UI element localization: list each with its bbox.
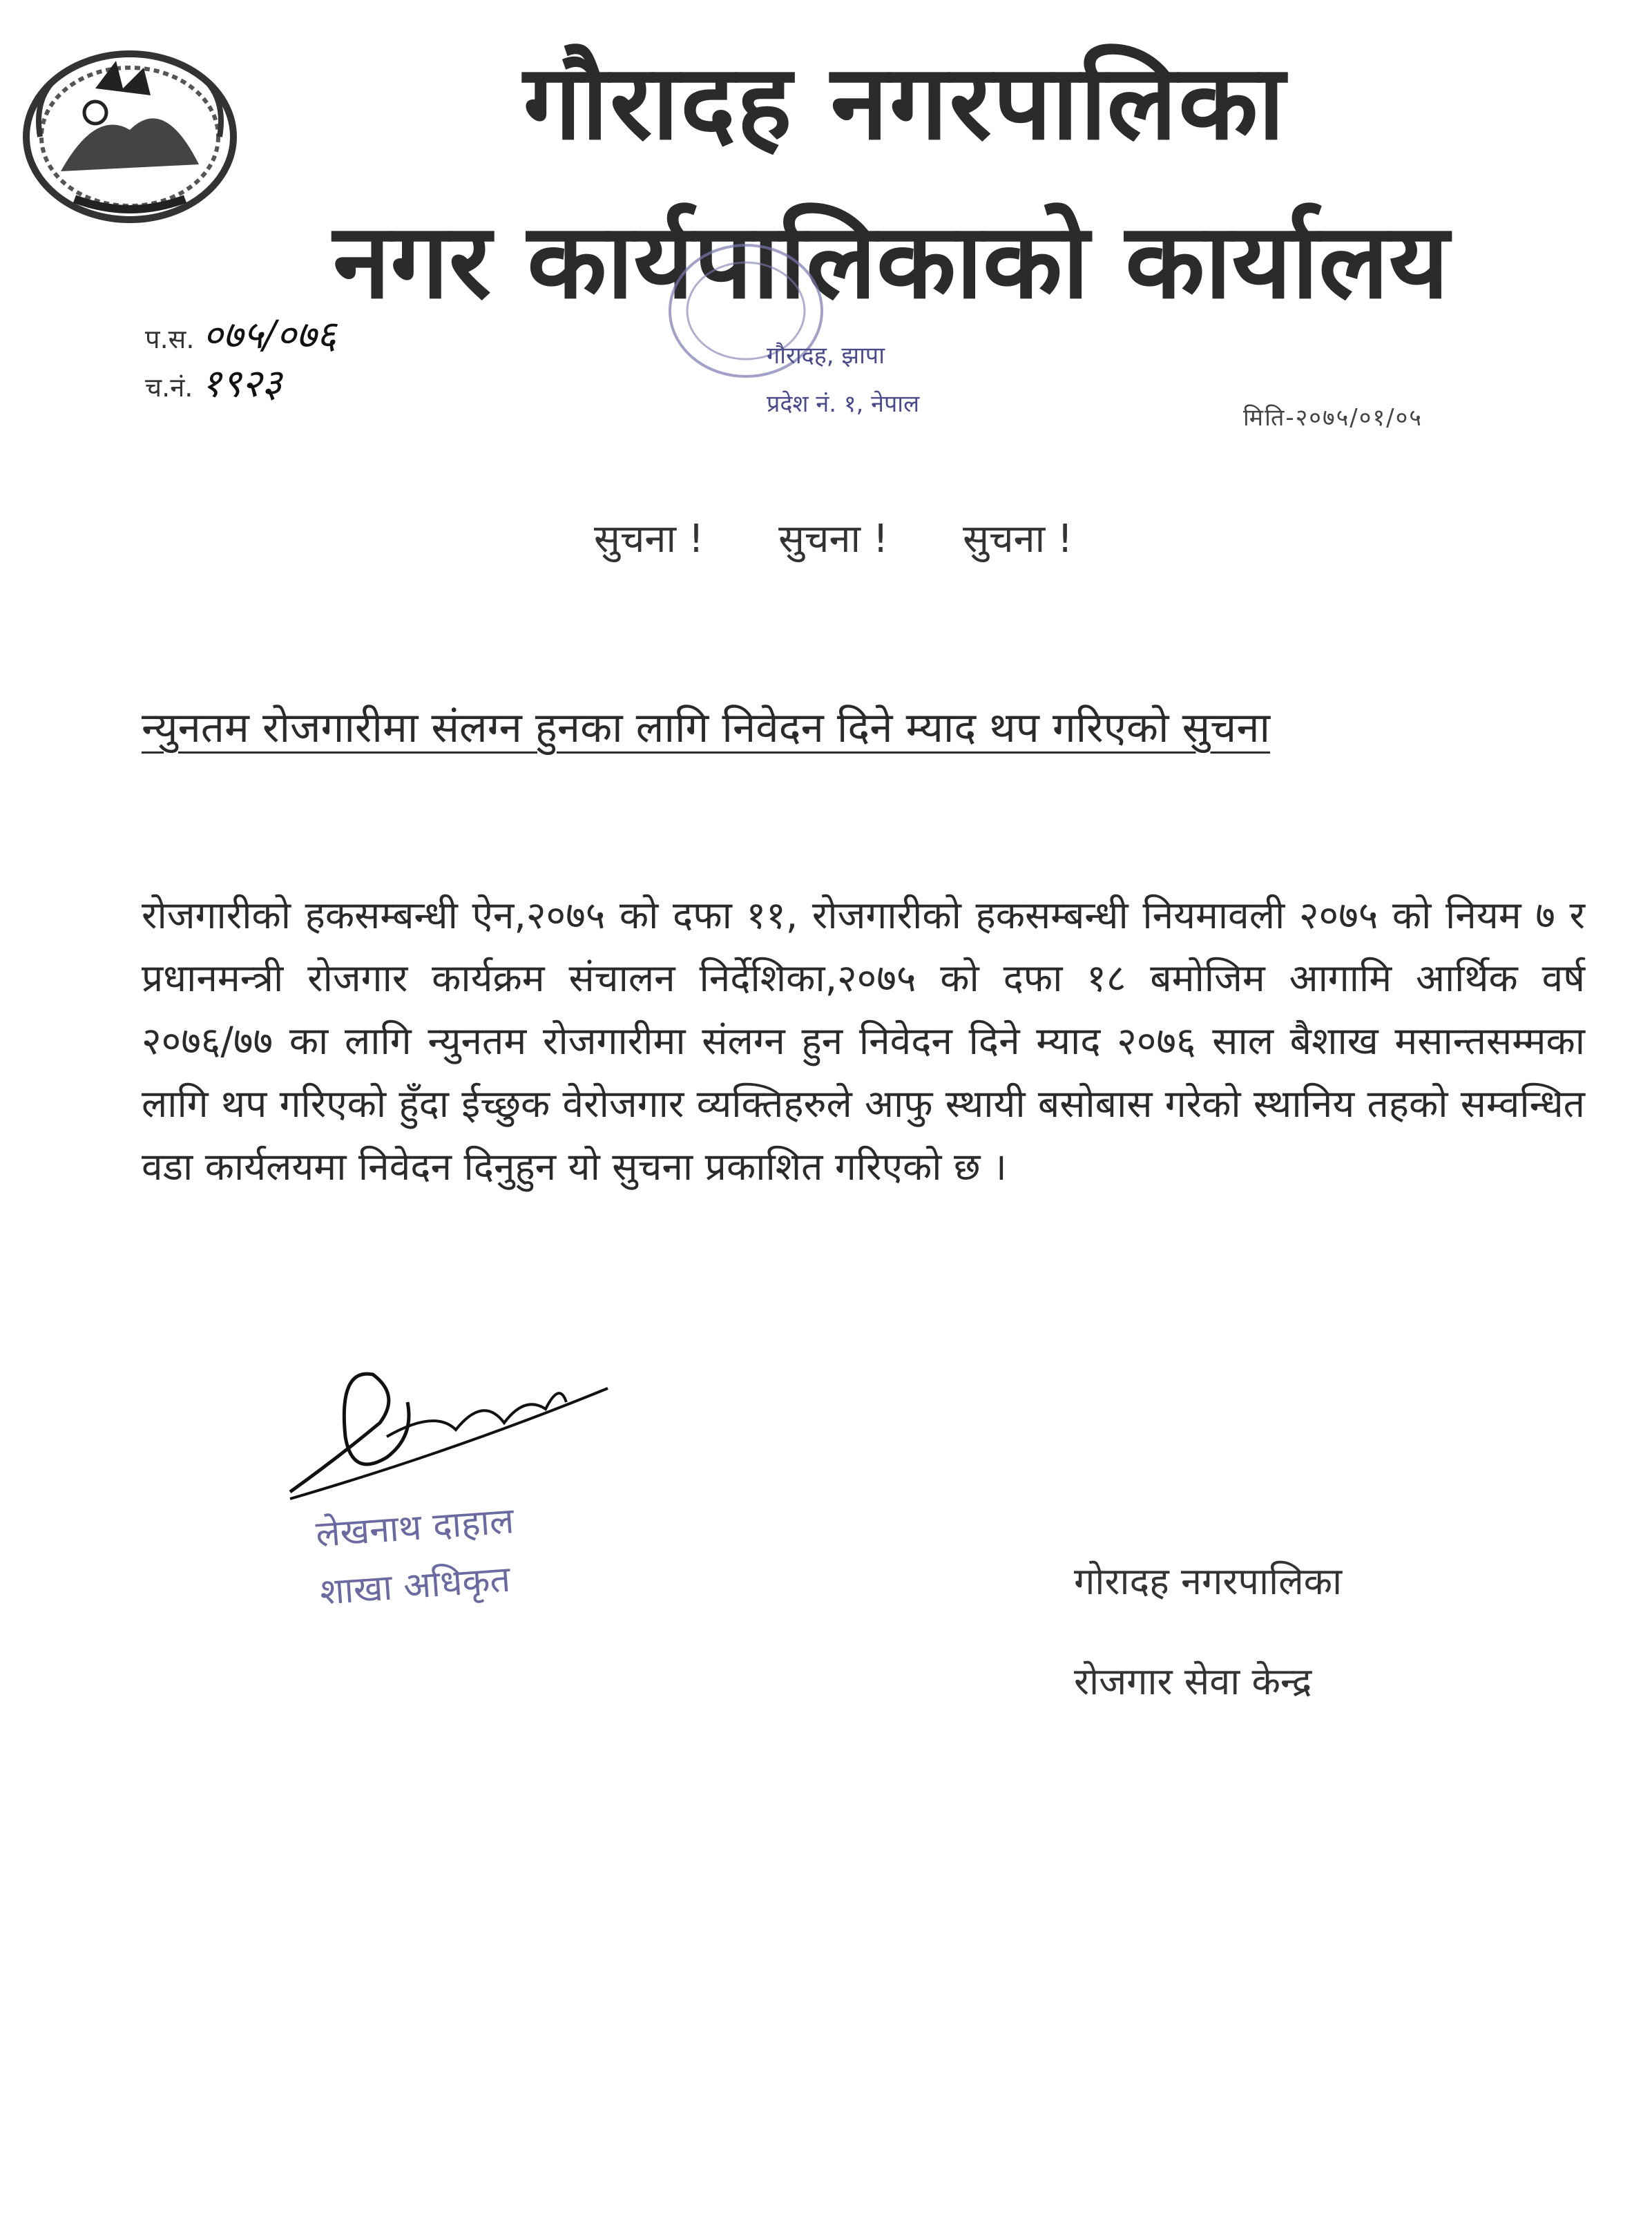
ps-number-row bbox=[145, 307, 336, 360]
footer-line-2: रोजगार सेवा केन्द्र bbox=[1074, 1660, 1312, 1703]
nepal-emblem-icon bbox=[12, 33, 247, 233]
office-title-line1: गौरादह नगरपालिका bbox=[523, 43, 1287, 163]
cn-value: १९२३ bbox=[201, 361, 282, 406]
stamp-line-1: गौरादह, झापा bbox=[767, 342, 885, 370]
signer-title: शाखा अधिकृत bbox=[318, 1558, 512, 1613]
cn-number-row bbox=[145, 356, 282, 408]
notice-word: सुचना ! bbox=[594, 517, 704, 562]
ps-value: ०७५/०७६ bbox=[202, 313, 337, 358]
office-title-line2: नगर कार्यपालिकाको कार्यालय bbox=[333, 202, 1449, 322]
date: मिति-२०७५/०१/०५ bbox=[1243, 404, 1423, 432]
cn-label: च.नं. bbox=[145, 372, 193, 403]
notice-word: सुचना ! bbox=[963, 517, 1073, 562]
stamp-line-2: प्रदेश नं. १, नेपाल bbox=[767, 390, 920, 418]
notice-heading bbox=[594, 511, 1135, 564]
notice-word: सुचना ! bbox=[778, 517, 889, 562]
signer-name: लेखनाथ दाहाल bbox=[314, 1500, 516, 1556]
notice-body: रोजगारीको हकसम्बन्धी ऐन,२०७५ को दफा ११, रोजगारीको हकसम्बन्धी नियमावली २०७५ को नियम ७ र प्रधानमन्त्री रोजगार कार्यक्रम संचालन निर्देशिका,२०७५ को दफा १८ बमोजिम आगामि आर्थिक वर्ष २०७६/७७ का लागि न्युनतम रोजगारीमा संलग्न हुन निवेदन दिने म्याद २०७६ साल बैशाख मसान्तसम्मका लागि थप गरिएको हुँदा ईच्छुक वेरोजगार व्यक्तिहरुले आफु स्थायी बसोबास गरेको स्थानिय तहको सम्वन्धित वडा कार्यलयमा निवेदन दिनुहुन यो सुचना प्रकाशित गरिएको छ । bbox=[142, 893, 1585, 1189]
ps-label: प.स. bbox=[145, 324, 195, 354]
notice-subject: न्युनतम रोजगारीमा संलग्न हुनका लागि निवेदन दिने म्याद थप गरिएको सुचना bbox=[142, 704, 1271, 752]
signer-block bbox=[314, 1492, 519, 1622]
footer-line-1: गोरादह नगरपालिका bbox=[1074, 1560, 1343, 1603]
